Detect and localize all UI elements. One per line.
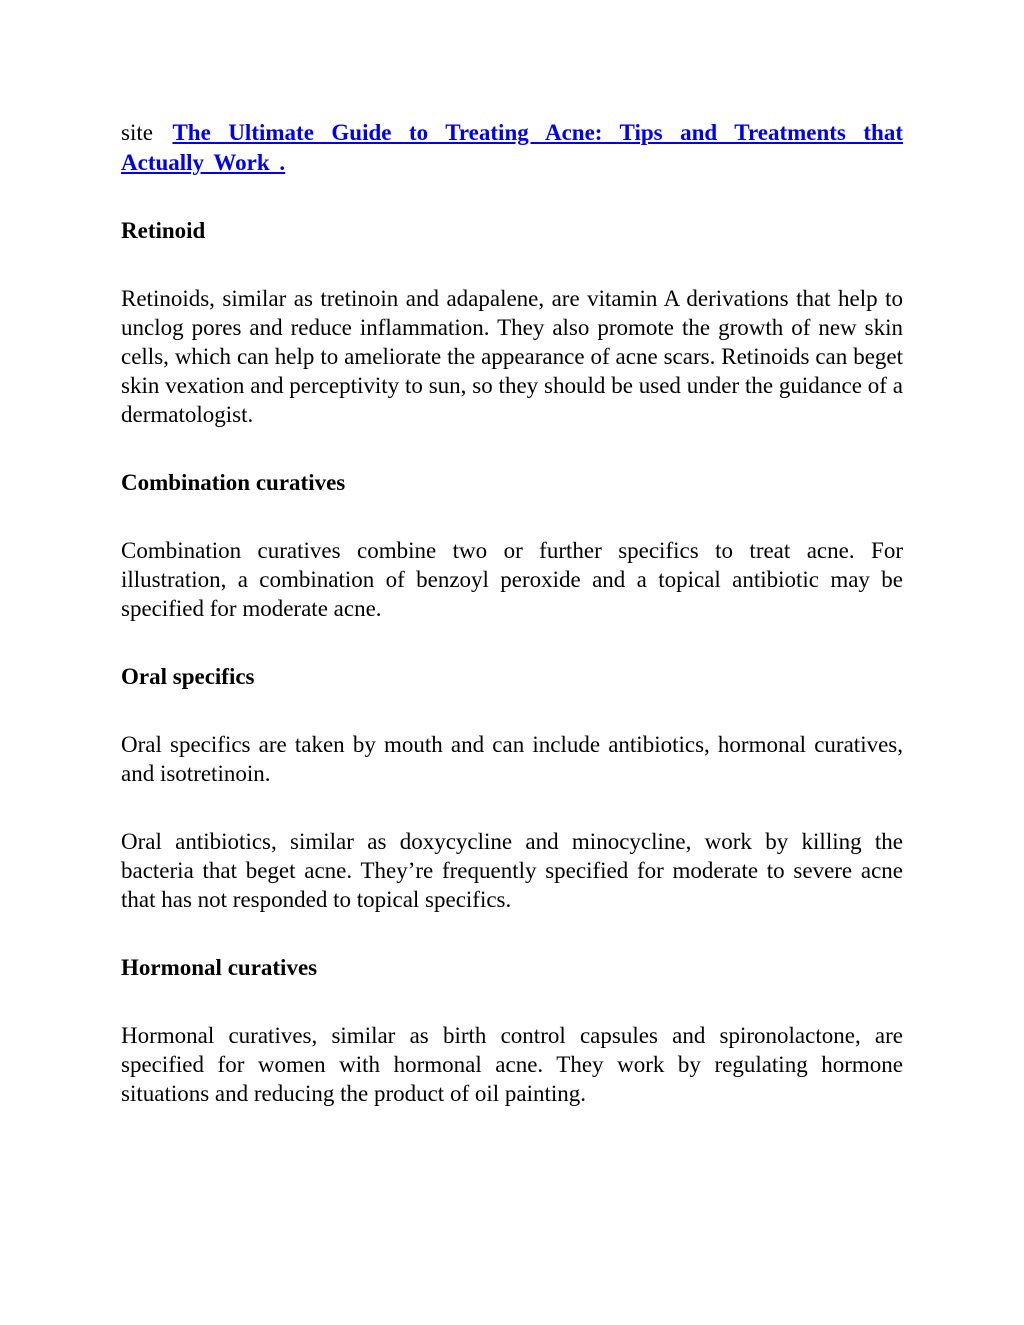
section-oral-specifics [121, 662, 903, 914]
guide-link[interactable]: The Ultimate Guide to Treating Acne: Tips and Treatments that Actually Work . [121, 120, 903, 175]
intro-prefix: site [121, 120, 153, 145]
section-heading: Hormonal curatives [121, 955, 318, 980]
intro-line [121, 118, 903, 178]
section-paragraph: Retinoids, similar as tretinoin and adapalene, are vitamin A derivations that help to unclog pores and reduce inflammation. They also promote the growth of new skin cells, which can help to ameliorate the appearance of acne scars. Retinoids can beget skin vexation and perceptivity to sun, so they should be used under the guidance of a dermatologist. [121, 286, 903, 427]
section-paragraph: Oral antibiotics, similar as doxycycline and minocycline, work by killing the bacteria that beget acne. They’re frequently specified for moderate to severe acne that has not responded to topical specifics. [121, 829, 903, 912]
section-paragraph: Oral specifics are taken by mouth and can include antibiotics, hormonal curatives, and isotretinoin. [121, 732, 903, 786]
section-heading: Oral specifics [121, 664, 255, 689]
section-heading: Retinoid [121, 218, 206, 243]
document-page [121, 118, 903, 1147]
section-paragraph: Hormonal curatives, similar as birth control capsules and spironolactone, are specified for women with hormonal acne. They work by regulating hormone situations and reducing the product of oil painting. [121, 1023, 903, 1106]
section-combination-curatives [121, 468, 903, 623]
section-paragraph: Combination curatives combine two or further specifics to treat acne. For illustration, a combination of benzoyl peroxide and a topical antibiotic may be specified for moderate acne. [121, 538, 903, 621]
section-hormonal-curatives [121, 953, 903, 1108]
section-retinoid [121, 216, 903, 429]
section-heading: Combination curatives [121, 470, 346, 495]
